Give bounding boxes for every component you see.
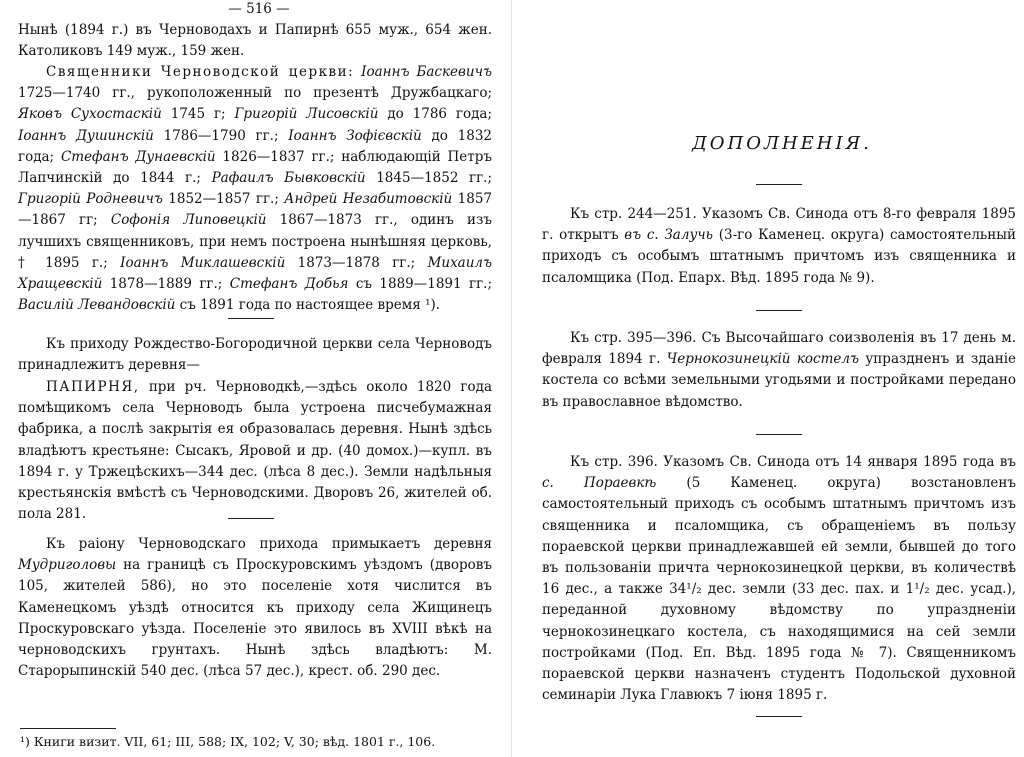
section-heading: ДОПОЛНЕНІЯ. bbox=[692, 133, 872, 154]
priest-name: Василій Левандовскій bbox=[18, 297, 176, 314]
priest-dates: до 1786 года; bbox=[387, 106, 493, 123]
footnote: ¹) Книги визит. VII, 61; III, 588; IX, 102; V, 30; вѣд. 1801 г., 106. bbox=[20, 734, 436, 749]
addendum-text: упраздненъ и зданіе костела со всѣми земельными угодьями и постройками передано въ православное вѣдомство. bbox=[542, 351, 1016, 410]
priest-name: Стефанъ Добья bbox=[229, 276, 349, 293]
priest-dates: 1867—1873 гг., одинъ изъ лучшихъ священниковъ, при немъ построена нынѣшняя церковь, † 1895 г.; bbox=[18, 212, 492, 271]
parish-paragraph: Къ приходу Рождество-Богородичной церкви села Черноводъ принадлежитъ деревня— bbox=[18, 336, 492, 374]
papirnya-paragraph bbox=[18, 377, 492, 525]
paragraph-text: Къ раіону Черноводскаго прихода примыкаетъ деревня bbox=[46, 536, 492, 552]
section-divider bbox=[756, 434, 802, 435]
priest-dates: 1845—1852 гг.; bbox=[376, 170, 492, 187]
addendum-1 bbox=[542, 204, 1016, 289]
priest-name: Григорій Лисовскій bbox=[234, 106, 379, 123]
priest-name: Стефанъ Дунаевскій bbox=[60, 148, 216, 165]
priest-dates: 1873—1878 гг.; bbox=[297, 254, 416, 271]
section-divider bbox=[756, 184, 802, 185]
priest-dates: съ 1891 года по настоящее время ¹). bbox=[179, 297, 441, 314]
priest-dates: до 1832 года; bbox=[18, 127, 493, 165]
footnote-rule bbox=[20, 728, 116, 729]
priest-name: Яковъ Сухостаскій bbox=[18, 106, 162, 123]
priest-name: Михаилъ Хращевскій bbox=[18, 254, 493, 293]
priest-dates: съ 1889—1891 гг.; bbox=[355, 276, 493, 293]
priest-name: Іоаннъ Баскевичъ bbox=[361, 64, 492, 80]
priest-name: Іоаннъ Душинскій bbox=[18, 127, 154, 144]
place-name: въ с. Залучь bbox=[624, 227, 714, 244]
addendum-text: Къ стр. 395—396. Съ Высочайшаго соизволенія въ 17 день м. февраля 1894 г. bbox=[542, 330, 1016, 368]
section-divider bbox=[228, 318, 274, 319]
place-name: Чернокозинецкій костелъ bbox=[666, 351, 859, 368]
priest-name: Софонія Липовецкій bbox=[110, 212, 267, 229]
priest-name: Іоаннъ Миклашевскій bbox=[120, 254, 286, 271]
priest-dates: 1725—1740 гг., рукоположенный по презентѣ Дружбацкаго; bbox=[18, 85, 492, 102]
paragraph-text: на границѣ съ Проскуровскимъ уѣздомъ (дворовъ 105, жителей 586), но это поселеніе хотя числится въ Каменецкомъ уѣздѣ относится къ приходу села Жищинецъ Проскуровскаго уѣзда. Поселеніе это явилось въ XVIII вѣкѣ на черноводскихъ грунтахъ. Нынѣ здѣсь владѣютъ: М. Старорыпинскій 540 дес. (лѣса 57 дес.), крест. об. 290 дес. bbox=[18, 557, 492, 680]
addendum-text: Къ стр. 396. Указомъ Св. Синода отъ 14 января 1895 года въ bbox=[570, 454, 1016, 470]
section-divider bbox=[228, 518, 274, 519]
priest-dates: 1826—1837 гг.; наблюдающій Петръ Лапчинскій до 1844 г.; bbox=[18, 148, 492, 187]
addendum-2 bbox=[542, 328, 1016, 413]
priests-lead: Священники Черноводской церкви: bbox=[46, 64, 355, 80]
place-name: с. Пораевкѣ bbox=[542, 475, 657, 492]
addendum-3 bbox=[542, 452, 1016, 706]
priests-paragraph bbox=[18, 62, 492, 316]
population-paragraph: Нынѣ (1894 г.) въ Черноводахъ и Папирнѣ 655 муж., 654 жен. Католиковъ 149 муж., 159 жен. bbox=[18, 22, 492, 60]
priest-name: Андрей Незабитовскій bbox=[284, 191, 453, 208]
section-divider bbox=[756, 310, 802, 311]
mudrigolovy-paragraph bbox=[18, 534, 492, 682]
page-number: — 516 — bbox=[228, 1, 290, 17]
section-divider bbox=[756, 716, 802, 717]
addendum-text: Къ стр. 244—251. Указомъ Св. Синода отъ 8-го февраля 1895 г. открытъ bbox=[542, 206, 1016, 244]
priest-dates: 1878—1889 гг.; bbox=[109, 276, 223, 293]
priest-dates: 1852—1857 гг.; bbox=[168, 191, 279, 208]
priest-dates: 1786—1790 гг.; bbox=[163, 127, 279, 144]
village-name: Мудриголовы bbox=[18, 557, 117, 574]
village-name: ПАПИРНЯ, bbox=[46, 379, 140, 395]
addendum-text: (5 Каменец. округа) возстановленъ самостоятельный приходъ съ особымъ штатнымъ причтомъ изъ священника и псаломщика, съ обращеніемъ въ пользу пораевской церкви принадлежавшей ей земли, бывшей до того въ пользованіи причта чернокозинецкой церкви, въ количествѣ 16 дес., а также 34¹/₂ дес. земли (33 дес. пах. и 1¹/₂ дес. усад.), переданной духовному вѣдомству по упраздненіи чернокозинецкаго костела, съ находящимися на сей земли постройками (Под. Еп. Вѣд. 1895 года № 7). Священникомъ пораевской церкви назначенъ студентъ Подольской духовной семинаріи Лука Главюкъ 7 іюня 1895 г. bbox=[542, 475, 1017, 704]
village-text: при рч. Черноводкѣ,—здѣсь около 1820 года помѣщикомъ села Черноводъ была устроена писчебумажная фабрика, а послѣ закрытія ея образовалась деревня. Нынѣ здѣсь владѣютъ крестьяне: Сысакъ, Яровой и др. (40 домох.)—купл. въ 1894 г. у Тржецѣскихъ—344 дес. (лѣса 8 дес.). Земли надѣльныя крестьянскія вмѣстѣ съ Черноводскими. Дворовъ 26, жителей об. пола 281. bbox=[18, 379, 492, 523]
priest-name: Рафаилъ Бывковскій bbox=[211, 170, 366, 187]
priest-name: Григорій Родневичъ bbox=[18, 191, 163, 208]
priest-dates: 1857—1867 гг; bbox=[18, 191, 492, 229]
addendum-text: (3-го Каменец. округа) самостоятельный приходъ съ особымъ штатнымъ причтомъ изъ священника и псаломщика (Под. Епарх. Вѣд. 1895 года № 9). bbox=[542, 227, 1017, 286]
right-page bbox=[512, 0, 1024, 757]
priest-name: Іоаннъ Зофієвскій bbox=[288, 127, 422, 144]
priest-dates: 1745 г; bbox=[170, 106, 226, 123]
